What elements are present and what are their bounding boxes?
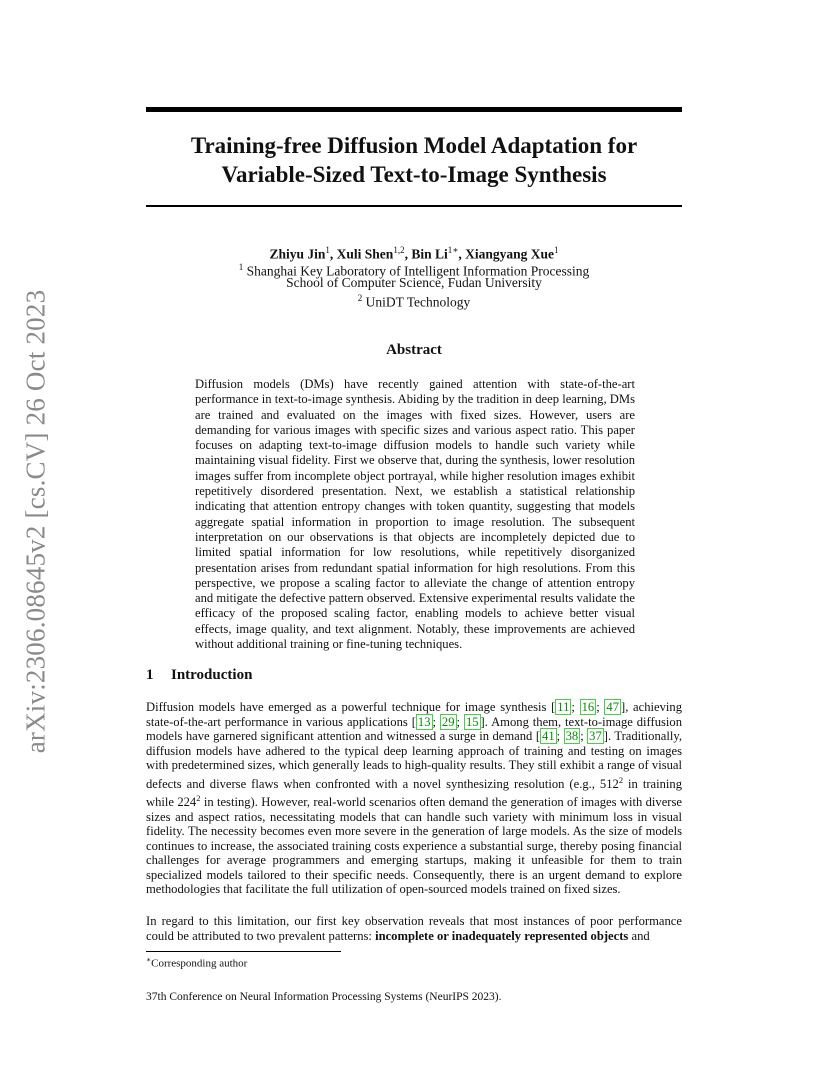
citation-link[interactable]: 38 (565, 729, 579, 743)
affiliation-2 (146, 290, 682, 311)
footnote-mark: ∗ (146, 955, 152, 964)
footnote-text: Corresponding author (151, 957, 248, 970)
arxiv-sidebar (4, 286, 68, 756)
section-number: 1 (146, 667, 154, 683)
author-name: Bin Li (411, 246, 448, 262)
affiliation-1-lab: Shanghai Key Laboratory of Intelligent Information Processing (246, 263, 590, 279)
arxiv-identifier: arXiv:2306.08645v2 [cs.CV] 26 Oct 2023 (20, 289, 51, 753)
affiliation-1-mark: 1 (238, 262, 244, 272)
citation-link[interactable]: 15 (465, 714, 479, 729)
section-title: Introduction (171, 667, 253, 683)
introduction-paragraph-1: Diffusion models have emerged as a powerful technique for image synthesis [ 11 ; 16 ; 47 ], achieving state-of-the-art performance in various applications [ 13 ; 29 ; 15 ]. Among them, text-to-image diffusion models have garnered significant attention and witnessed a surge in demand [ 41 ; 38 ; 37 ]. Traditionally, diffusion models have adhered to the typical deep learning approach of training and testing on images with predetermined sizes, which generally leads to high-quality results. They still exhibit a range of visual defects and diverse flaws when confronted with a novel synthesizing resolution (e.g., $512^2$ in training while $224^2$ in testing). However, real-world scenarios often demand the generation of images with diverse sizes and aspect ratios, necessitating models that can handle such variety with minimum loss in visual fidelity. The necessity becomes even more severe in the generation of large models. As the size of models continues to increase, the associated training costs experience a substantial surge, thereby posing financial challenges for average programmers and emerging startups, making it unfeasible for them to train specialized models tailored to their specific needs. Consequently, there is an urgent demand to explore methodologies that facilitate the full utilization of open-sourced models trained on fixed sizes. (146, 700, 683, 897)
title-line-2: Variable-Sized Text-to-Image Synthesis (221, 162, 607, 187)
author-name: Zhiyu Jin (269, 246, 326, 262)
affiliation-1-school: School of Computer Science, Fudan University (286, 275, 542, 290)
author-affiliation-mark: 1,2 (393, 245, 405, 255)
section-heading-introduction (146, 667, 682, 684)
superscript: 2 (618, 774, 624, 785)
citation-link[interactable]: 41 (542, 729, 555, 743)
title-rule-bottom (146, 205, 682, 207)
superscript: 2 (196, 793, 201, 804)
title-rule-top (146, 107, 682, 112)
footnote-rule (146, 951, 341, 952)
author-list: Zhiyu Jin$^1$, Xuli Shen$^{1,2}$, Bin $Li^{1∗}$, Xiangyang Xue$^1$ (269, 245, 559, 262)
venue-note: 37th Conference on Neural Information Processing Systems (NeurIPS 2023). (146, 991, 502, 1003)
introduction-paragraph-2: In regard to this limitation, our first key observation reveals that most instances of poor performance could be attributed to two prevalent patterns: incomplete or inadequately represented objects and (146, 914, 682, 943)
paper-title (146, 131, 682, 189)
citation-link[interactable]: 37 (589, 729, 602, 743)
affiliation-2-mark: 2 (357, 293, 363, 303)
emphasis-text: incomplete or inadequately represented objects (375, 928, 629, 943)
abstract-heading: Abstract (386, 342, 442, 358)
citation-link[interactable]: 16 (581, 700, 595, 714)
footnote (146, 955, 247, 970)
affiliation-2-name: UniDT Technology (365, 294, 471, 310)
author-affiliation-mark: 1 (553, 245, 559, 255)
author-affiliation-mark: 1 (325, 245, 330, 255)
citation-link[interactable]: 29 (441, 714, 455, 729)
author-affiliation-mark: 1∗ (447, 245, 459, 255)
author-name: Xuli Shen (336, 246, 394, 262)
author-name: Xiangyang Xue (465, 246, 554, 262)
citation-link[interactable]: 47 (606, 700, 619, 714)
title-line-1: Training-free Diffusion Model Adaptation for (190, 133, 638, 158)
citation-link[interactable]: 11 (557, 700, 570, 714)
citation-link[interactable]: 13 (417, 714, 431, 729)
abstract-text: Diffusion models (DMs) have recently gained attention with state-of-the-art performance in text-to-image synthesis. Abiding by the tradition in deep learning, DMs are trained and evaluated on the images with fixed sizes. However, users are demanding for various images with specific sizes and various aspect ratio. This paper focuses on adapting text-to-image diffusion models to handle such variety while maintaining visual fidelity. First we observe that, during the synthesis, lower resolution images suffer from incomplete object portrayal, while higher resolution images exhibit repetitively disordered presentation. Next, we establish a statistical relationship indicating that attention entropy changes with token quantity, suggesting that models aggregate spatial information in proportion to image resolution. The subsequent interpretation on our observations is that objects are incompletely depicted due to limited spatial information for low resolutions, while repetitively disorganized presentation arises from redundant spatial information for high resolutions. From this perspective, we propose a scaling factor to alleviate the change of attention entropy and mitigate the defective pattern observed. Extensive experimental results validate the efficacy of the proposed scaling factor, enabling models to achieve better visual effects, image quality, and text alignment. Notably, these improvements are achieved without additional training or fine-tuning techniques. (195, 377, 635, 652)
